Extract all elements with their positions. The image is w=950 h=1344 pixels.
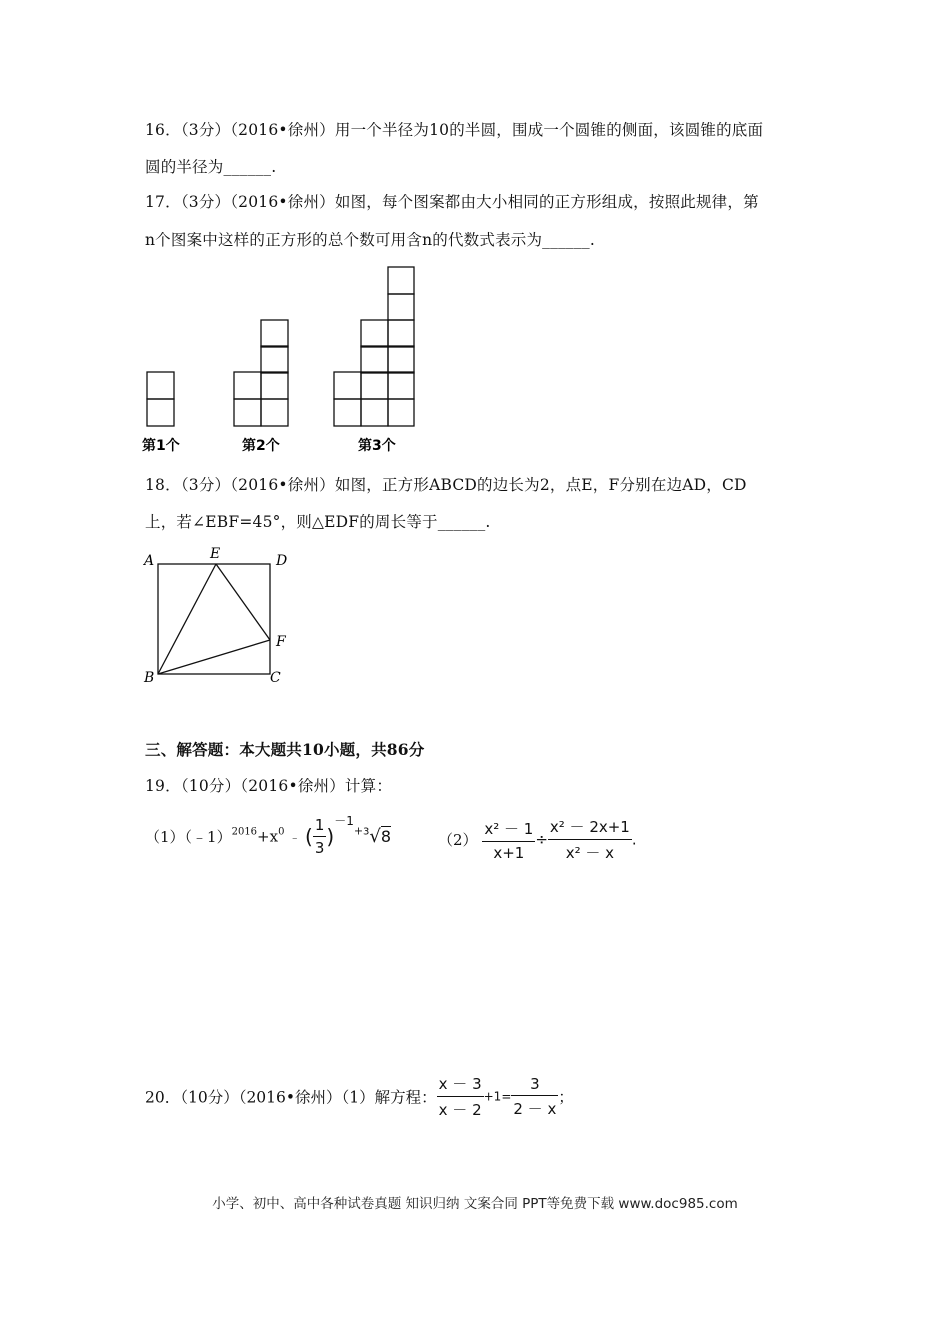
fig2-square [261,320,288,347]
q20-num1: x － 3 [437,1073,484,1097]
fig3-square [361,346,388,373]
q20-den2: 2 － x [513,1099,557,1118]
q19-part1-root-index: 3 [363,826,370,838]
fig3-square [388,346,414,373]
q19-part2-den2: x² － x [565,844,615,862]
q19-part2-div: ÷ [535,830,548,849]
fig2-label: 第2个 [242,438,280,454]
cube-root-icon: √ [369,826,381,847]
q20-den1: x － 2 [438,1101,482,1119]
q20-expression [145,1073,573,1120]
q19-line1: 19．（10分）（2016•徐州）计算： [145,777,393,795]
q19-part2-num1: x² － 1 [482,818,535,842]
point-a-label: A [144,553,155,569]
q19-part1-plus: + [353,824,364,838]
fig3-square [361,320,388,347]
q19-part2-num2: x² － 2x+1 [548,816,632,840]
q19-part1-plus-x: +x [257,827,279,846]
fig2-square [261,399,288,426]
fig2-square [234,399,261,426]
point-f-label: F [276,634,286,650]
q20-end: ； [558,1088,574,1106]
q17-line1: 17．（3分）（2016•徐州）如图，每个图案都由大小相同的正方形组成，按照此规律，第 [145,193,759,211]
fig2-square [234,372,261,399]
q17-line2: n个图案中这样的正方形的总个数可用含n的代数式表示为______. [145,231,595,249]
q19-part2-label: （2） [438,831,478,849]
q19-part1-radicand: 8 [380,827,392,846]
q20-prefix: 20．（10分）（2016•徐州）（1）解方程： [145,1088,437,1107]
fig3-square [388,294,414,320]
fig3-square [388,399,414,426]
q18-line1: 18．（3分）（2016•徐州）如图，正方形ABCD的边长为2，点E，F分别在边AD，CD [145,476,747,494]
q19-part2-den1: x+1 [493,843,525,862]
fig2-square [261,346,288,373]
q19-part1-frac-den: 3 [314,839,325,857]
fig3-label: 第3个 [358,438,396,454]
point-c-label: C [270,670,281,686]
fig3-square [361,399,388,426]
fig1-square [147,372,174,399]
fig2-square [261,372,288,399]
fig3-square [388,372,414,399]
q19-part1-frac-num: 1 [313,816,327,837]
q20-num2: 3 [511,1075,558,1096]
fig3-square [361,372,388,399]
segment-be [158,564,216,674]
fig3-square [334,372,361,399]
segment-bf [158,640,270,674]
point-e-label: E [210,546,221,562]
page-footer: 小学、初中、高中各种试卷真题 知识归纳 文案合同 PPT等免费下载 www.doc985.com [212,1196,738,1212]
q16-line1: 16．（3分）（2016•徐州）用一个半径为10的半圆，围成一个圆锥的侧面，该圆锥的底面 [145,121,764,139]
fig3-square [388,320,414,347]
q18-line2: 上，若∠EBF=45°，则△EDF的周长等于______. [145,513,491,531]
fig3-square [388,267,414,294]
q20-mid: +1= [483,1089,512,1104]
fig1-square [147,399,174,426]
q19-part2-expression [438,816,637,863]
q19-part1-expression: $(1)(﹣1)^{2016}+x^0$ ﹣ ( $\frac{1}{3}$ )$^{-1+3}$√8 [145,813,392,857]
fig1-label: 第1个 [142,438,180,454]
section3-heading: 三、解答题：本大题共10小题，共86分 [145,740,425,759]
q19-part1-exp3: －1 [334,813,354,828]
q17-square-pattern-figure [138,262,428,458]
segment-ef [216,564,270,640]
q19-part1-dot: ﹣ [289,830,301,844]
point-b-label: B [144,670,155,686]
q19-part1-exp2: 0 [278,826,285,838]
fig3-square [334,399,361,426]
q16-line2: 圆的半径为______. [145,158,277,176]
q19-part1-label: （1）（﹣1） [145,828,232,846]
q18-square-diagram [138,544,298,690]
point-d-label: D [276,553,288,569]
q19-part2-end: . [631,830,637,849]
q19-part1-exp1: 2016 [231,826,258,838]
